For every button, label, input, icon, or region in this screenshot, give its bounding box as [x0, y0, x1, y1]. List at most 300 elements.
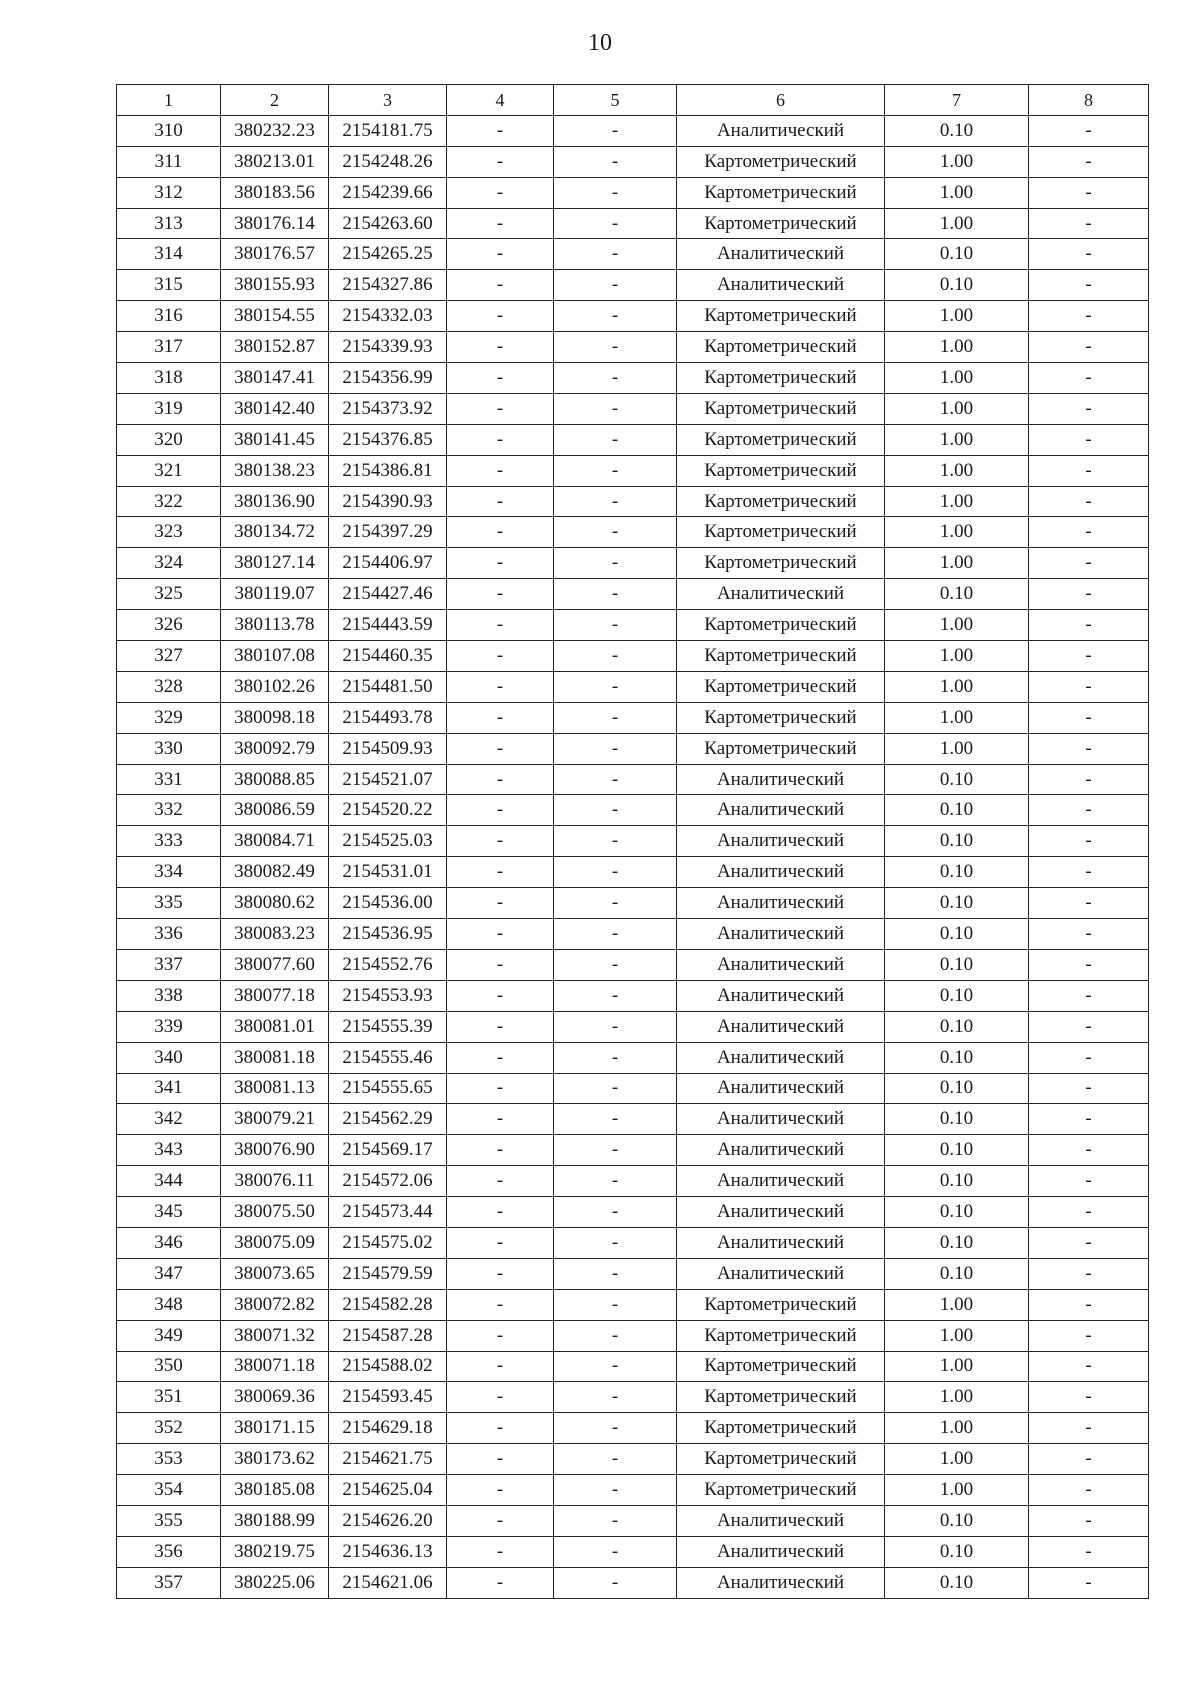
col-4-value-cell: -: [447, 1166, 554, 1197]
method-cell: Картометрический: [677, 424, 885, 455]
y-coordinate-cell: 2154621.06: [329, 1567, 447, 1598]
x-coordinate-cell: 380154.55: [221, 301, 329, 332]
table-row: [117, 610, 1149, 641]
y-coordinate-cell: 2154397.29: [329, 517, 447, 548]
x-coordinate-cell: 380173.62: [221, 1444, 329, 1475]
method-cell: Аналитический: [677, 579, 885, 610]
col-8-value-cell: -: [1029, 1289, 1149, 1320]
accuracy-cell: 0.10: [885, 115, 1029, 146]
x-coordinate-cell: 380176.14: [221, 208, 329, 239]
accuracy-cell: 0.10: [885, 1536, 1029, 1567]
method-cell: Аналитический: [677, 1197, 885, 1228]
col-5-value-cell: -: [554, 177, 677, 208]
col-5-value-cell: -: [554, 919, 677, 950]
point-number-cell: 338: [117, 980, 221, 1011]
x-coordinate-cell: 380185.08: [221, 1475, 329, 1506]
col-8-value-cell: -: [1029, 332, 1149, 363]
point-number-cell: 357: [117, 1567, 221, 1598]
point-number-cell: 354: [117, 1475, 221, 1506]
x-coordinate-cell: 380092.79: [221, 733, 329, 764]
table-row: [117, 239, 1149, 270]
y-coordinate-cell: 2154621.75: [329, 1444, 447, 1475]
method-cell: Картометрический: [677, 1382, 885, 1413]
y-coordinate-cell: 2154339.93: [329, 332, 447, 363]
col-4-value-cell: -: [447, 579, 554, 610]
table-row: [117, 1444, 1149, 1475]
table-row: [117, 919, 1149, 950]
col-8-value-cell: -: [1029, 239, 1149, 270]
col-5-value-cell: -: [554, 301, 677, 332]
y-coordinate-cell: 2154636.13: [329, 1536, 447, 1567]
col-8-value-cell: -: [1029, 610, 1149, 641]
method-cell: Картометрический: [677, 1413, 885, 1444]
y-coordinate-cell: 2154376.85: [329, 424, 447, 455]
col-8-value-cell: -: [1029, 363, 1149, 394]
method-cell: Аналитический: [677, 919, 885, 950]
x-coordinate-cell: 380188.99: [221, 1505, 329, 1536]
point-number-cell: 355: [117, 1505, 221, 1536]
method-cell: Аналитический: [677, 980, 885, 1011]
col-5-value-cell: -: [554, 579, 677, 610]
accuracy-cell: 0.10: [885, 919, 1029, 950]
x-coordinate-cell: 380075.09: [221, 1227, 329, 1258]
point-number-cell: 330: [117, 733, 221, 764]
header-row: [117, 85, 1149, 116]
table-row: [117, 301, 1149, 332]
x-coordinate-cell: 380084.71: [221, 826, 329, 857]
point-number-cell: 343: [117, 1135, 221, 1166]
y-coordinate-cell: 2154555.65: [329, 1073, 447, 1104]
col-4-value-cell: -: [447, 115, 554, 146]
y-coordinate-cell: 2154386.81: [329, 455, 447, 486]
col-8-value-cell: -: [1029, 424, 1149, 455]
x-coordinate-cell: 380171.15: [221, 1413, 329, 1444]
method-cell: Картометрический: [677, 301, 885, 332]
accuracy-cell: 1.00: [885, 1413, 1029, 1444]
col-8-value-cell: -: [1029, 764, 1149, 795]
table-row: [117, 826, 1149, 857]
x-coordinate-cell: 380232.23: [221, 115, 329, 146]
method-cell: Аналитический: [677, 1042, 885, 1073]
x-coordinate-cell: 380102.26: [221, 671, 329, 702]
col-4-value-cell: -: [447, 1135, 554, 1166]
col-8-value-cell: -: [1029, 146, 1149, 177]
accuracy-cell: 0.10: [885, 1042, 1029, 1073]
table-row: [117, 1197, 1149, 1228]
col-5-value-cell: -: [554, 888, 677, 919]
x-coordinate-cell: 380081.13: [221, 1073, 329, 1104]
table-row: [117, 702, 1149, 733]
col-8-value-cell: -: [1029, 1320, 1149, 1351]
col-4-value-cell: -: [447, 641, 554, 672]
x-coordinate-cell: 380075.50: [221, 1197, 329, 1228]
col-4-value-cell: -: [447, 764, 554, 795]
point-number-cell: 349: [117, 1320, 221, 1351]
col-4-value-cell: -: [447, 270, 554, 301]
method-cell: Картометрический: [677, 146, 885, 177]
table-row: [117, 764, 1149, 795]
table-row: [117, 671, 1149, 702]
method-cell: Картометрический: [677, 641, 885, 672]
col-8-value-cell: -: [1029, 702, 1149, 733]
col-4-value-cell: -: [447, 610, 554, 641]
x-coordinate-cell: 380113.78: [221, 610, 329, 641]
method-cell: Картометрический: [677, 1320, 885, 1351]
table-row: [117, 1567, 1149, 1598]
table-row: [117, 1011, 1149, 1042]
accuracy-cell: 0.10: [885, 1135, 1029, 1166]
method-cell: Картометрический: [677, 455, 885, 486]
y-coordinate-cell: 2154332.03: [329, 301, 447, 332]
y-coordinate-cell: 2154553.93: [329, 980, 447, 1011]
col-5-value-cell: -: [554, 270, 677, 301]
table-row: [117, 146, 1149, 177]
point-number-cell: 334: [117, 857, 221, 888]
point-number-cell: 341: [117, 1073, 221, 1104]
col-4-value-cell: -: [447, 949, 554, 980]
accuracy-cell: 0.10: [885, 826, 1029, 857]
col-8-value-cell: -: [1029, 1227, 1149, 1258]
x-coordinate-cell: 380071.18: [221, 1351, 329, 1382]
col-5-value-cell: -: [554, 115, 677, 146]
col-5-value-cell: -: [554, 764, 677, 795]
table-row: [117, 1320, 1149, 1351]
x-coordinate-cell: 380083.23: [221, 919, 329, 950]
col-8-value-cell: -: [1029, 1104, 1149, 1135]
table-row: [117, 1475, 1149, 1506]
col-5-value-cell: -: [554, 980, 677, 1011]
accuracy-cell: 1.00: [885, 208, 1029, 239]
y-coordinate-cell: 2154525.03: [329, 826, 447, 857]
x-coordinate-cell: 380072.82: [221, 1289, 329, 1320]
col-5-value-cell: -: [554, 1042, 677, 1073]
accuracy-cell: 1.00: [885, 1444, 1029, 1475]
point-number-cell: 337: [117, 949, 221, 980]
col-4-value-cell: -: [447, 1475, 554, 1506]
table-row: [117, 177, 1149, 208]
method-cell: Картометрический: [677, 1475, 885, 1506]
method-cell: Аналитический: [677, 888, 885, 919]
col-8-value-cell: -: [1029, 733, 1149, 764]
x-coordinate-cell: 380155.93: [221, 270, 329, 301]
table-row: [117, 332, 1149, 363]
point-number-cell: 346: [117, 1227, 221, 1258]
y-coordinate-cell: 2154181.75: [329, 115, 447, 146]
table-row: [117, 733, 1149, 764]
y-coordinate-cell: 2154443.59: [329, 610, 447, 641]
col-8-value-cell: -: [1029, 826, 1149, 857]
table-row: [117, 455, 1149, 486]
method-cell: Картометрический: [677, 671, 885, 702]
accuracy-cell: 1.00: [885, 610, 1029, 641]
col-5-value-cell: -: [554, 671, 677, 702]
x-coordinate-cell: 380152.87: [221, 332, 329, 363]
x-coordinate-cell: 380081.01: [221, 1011, 329, 1042]
col-8-value-cell: -: [1029, 486, 1149, 517]
method-cell: Аналитический: [677, 949, 885, 980]
col-5-value-cell: -: [554, 857, 677, 888]
col-8-value-cell: -: [1029, 1073, 1149, 1104]
accuracy-cell: 0.10: [885, 949, 1029, 980]
col-5-value-cell: -: [554, 1536, 677, 1567]
table-row: [117, 1536, 1149, 1567]
col-4-value-cell: -: [447, 363, 554, 394]
accuracy-cell: 1.00: [885, 332, 1029, 363]
col-8-value-cell: -: [1029, 1444, 1149, 1475]
table-body: [117, 115, 1149, 1598]
point-number-cell: 326: [117, 610, 221, 641]
col-5-value-cell: -: [554, 517, 677, 548]
y-coordinate-cell: 2154555.46: [329, 1042, 447, 1073]
accuracy-cell: 1.00: [885, 363, 1029, 394]
y-coordinate-cell: 2154587.28: [329, 1320, 447, 1351]
accuracy-cell: 1.00: [885, 733, 1029, 764]
col-8-value-cell: -: [1029, 393, 1149, 424]
col-4-value-cell: -: [447, 1351, 554, 1382]
method-cell: Картометрический: [677, 610, 885, 641]
col-4-value-cell: -: [447, 1413, 554, 1444]
x-coordinate-cell: 380183.56: [221, 177, 329, 208]
x-coordinate-cell: 380071.32: [221, 1320, 329, 1351]
col-5-value-cell: -: [554, 393, 677, 424]
accuracy-cell: 1.00: [885, 1289, 1029, 1320]
table-row: [117, 270, 1149, 301]
point-number-cell: 323: [117, 517, 221, 548]
point-number-cell: 317: [117, 332, 221, 363]
col-8-value-cell: -: [1029, 517, 1149, 548]
method-cell: Картометрический: [677, 393, 885, 424]
y-coordinate-cell: 2154555.39: [329, 1011, 447, 1042]
col-5-value-cell: -: [554, 548, 677, 579]
col-8-value-cell: -: [1029, 857, 1149, 888]
column-header-4: 4: [447, 85, 554, 116]
column-header-3: 3: [329, 85, 447, 116]
method-cell: Аналитический: [677, 1567, 885, 1598]
y-coordinate-cell: 2154390.93: [329, 486, 447, 517]
y-coordinate-cell: 2154460.35: [329, 641, 447, 672]
x-coordinate-cell: 380080.62: [221, 888, 329, 919]
accuracy-cell: 0.10: [885, 270, 1029, 301]
y-coordinate-cell: 2154265.25: [329, 239, 447, 270]
method-cell: Картометрический: [677, 517, 885, 548]
column-header-2: 2: [221, 85, 329, 116]
accuracy-cell: 0.10: [885, 1104, 1029, 1135]
method-cell: Аналитический: [677, 1011, 885, 1042]
col-5-value-cell: -: [554, 363, 677, 394]
col-5-value-cell: -: [554, 1351, 677, 1382]
y-coordinate-cell: 2154572.06: [329, 1166, 447, 1197]
col-5-value-cell: -: [554, 1166, 677, 1197]
point-number-cell: 322: [117, 486, 221, 517]
col-8-value-cell: -: [1029, 671, 1149, 702]
y-coordinate-cell: 2154248.26: [329, 146, 447, 177]
table-row: [117, 579, 1149, 610]
col-5-value-cell: -: [554, 702, 677, 733]
accuracy-cell: 0.10: [885, 1567, 1029, 1598]
x-coordinate-cell: 380219.75: [221, 1536, 329, 1567]
col-4-value-cell: -: [447, 795, 554, 826]
method-cell: Картометрический: [677, 486, 885, 517]
col-4-value-cell: -: [447, 1382, 554, 1413]
table-row: [117, 1351, 1149, 1382]
accuracy-cell: 1.00: [885, 146, 1029, 177]
table-row: [117, 363, 1149, 394]
y-coordinate-cell: 2154629.18: [329, 1413, 447, 1444]
accuracy-cell: 1.00: [885, 177, 1029, 208]
col-4-value-cell: -: [447, 1258, 554, 1289]
y-coordinate-cell: 2154531.01: [329, 857, 447, 888]
x-coordinate-cell: 380088.85: [221, 764, 329, 795]
col-8-value-cell: -: [1029, 980, 1149, 1011]
x-coordinate-cell: 380134.72: [221, 517, 329, 548]
accuracy-cell: 1.00: [885, 702, 1029, 733]
col-4-value-cell: -: [447, 146, 554, 177]
col-8-value-cell: -: [1029, 1382, 1149, 1413]
col-8-value-cell: -: [1029, 1011, 1149, 1042]
col-4-value-cell: -: [447, 1073, 554, 1104]
method-cell: Картометрический: [677, 1351, 885, 1382]
point-number-cell: 331: [117, 764, 221, 795]
table-row: [117, 1042, 1149, 1073]
col-4-value-cell: -: [447, 888, 554, 919]
point-number-cell: 311: [117, 146, 221, 177]
accuracy-cell: 0.10: [885, 1258, 1029, 1289]
point-number-cell: 324: [117, 548, 221, 579]
col-5-value-cell: -: [554, 795, 677, 826]
col-4-value-cell: -: [447, 1104, 554, 1135]
col-4-value-cell: -: [447, 332, 554, 363]
table-row: [117, 1289, 1149, 1320]
y-coordinate-cell: 2154509.93: [329, 733, 447, 764]
y-coordinate-cell: 2154521.07: [329, 764, 447, 795]
method-cell: Аналитический: [677, 1104, 885, 1135]
col-5-value-cell: -: [554, 1258, 677, 1289]
accuracy-cell: 0.10: [885, 888, 1029, 919]
col-4-value-cell: -: [447, 177, 554, 208]
col-5-value-cell: -: [554, 949, 677, 980]
col-5-value-cell: -: [554, 826, 677, 857]
col-5-value-cell: -: [554, 1073, 677, 1104]
col-5-value-cell: -: [554, 733, 677, 764]
col-8-value-cell: -: [1029, 641, 1149, 672]
col-5-value-cell: -: [554, 1197, 677, 1228]
col-4-value-cell: -: [447, 208, 554, 239]
col-8-value-cell: -: [1029, 177, 1149, 208]
method-cell: Аналитический: [677, 1135, 885, 1166]
x-coordinate-cell: 380077.18: [221, 980, 329, 1011]
col-4-value-cell: -: [447, 393, 554, 424]
table-row: [117, 1166, 1149, 1197]
col-4-value-cell: -: [447, 301, 554, 332]
x-coordinate-cell: 380076.11: [221, 1166, 329, 1197]
y-coordinate-cell: 2154536.95: [329, 919, 447, 950]
col-8-value-cell: -: [1029, 1135, 1149, 1166]
accuracy-cell: 1.00: [885, 671, 1029, 702]
y-coordinate-cell: 2154427.46: [329, 579, 447, 610]
method-cell: Картометрический: [677, 332, 885, 363]
col-4-value-cell: -: [447, 919, 554, 950]
accuracy-cell: 0.10: [885, 764, 1029, 795]
col-8-value-cell: -: [1029, 888, 1149, 919]
y-coordinate-cell: 2154562.29: [329, 1104, 447, 1135]
point-number-cell: 325: [117, 579, 221, 610]
col-8-value-cell: -: [1029, 455, 1149, 486]
y-coordinate-cell: 2154582.28: [329, 1289, 447, 1320]
col-8-value-cell: -: [1029, 579, 1149, 610]
col-8-value-cell: -: [1029, 1567, 1149, 1598]
method-cell: Картометрический: [677, 208, 885, 239]
table-row: [117, 486, 1149, 517]
col-5-value-cell: -: [554, 641, 677, 672]
x-coordinate-cell: 380077.60: [221, 949, 329, 980]
col-8-value-cell: -: [1029, 115, 1149, 146]
col-8-value-cell: -: [1029, 1258, 1149, 1289]
y-coordinate-cell: 2154239.66: [329, 177, 447, 208]
point-number-cell: 340: [117, 1042, 221, 1073]
point-number-cell: 315: [117, 270, 221, 301]
col-4-value-cell: -: [447, 1197, 554, 1228]
table-row: [117, 949, 1149, 980]
point-number-cell: 352: [117, 1413, 221, 1444]
x-coordinate-cell: 380098.18: [221, 702, 329, 733]
y-coordinate-cell: 2154481.50: [329, 671, 447, 702]
accuracy-cell: 0.10: [885, 1166, 1029, 1197]
method-cell: Картометрический: [677, 1289, 885, 1320]
point-number-cell: 350: [117, 1351, 221, 1382]
point-number-cell: 336: [117, 919, 221, 950]
col-8-value-cell: -: [1029, 208, 1149, 239]
column-header-1: 1: [117, 85, 221, 116]
y-coordinate-cell: 2154356.99: [329, 363, 447, 394]
method-cell: Аналитический: [677, 1536, 885, 1567]
col-8-value-cell: -: [1029, 1505, 1149, 1536]
col-4-value-cell: -: [447, 239, 554, 270]
point-number-cell: 345: [117, 1197, 221, 1228]
y-coordinate-cell: 2154569.17: [329, 1135, 447, 1166]
method-cell: Аналитический: [677, 1258, 885, 1289]
table-row: [117, 1135, 1149, 1166]
point-number-cell: 312: [117, 177, 221, 208]
point-number-cell: 328: [117, 671, 221, 702]
accuracy-cell: 0.10: [885, 1227, 1029, 1258]
point-number-cell: 327: [117, 641, 221, 672]
method-cell: Картометрический: [677, 363, 885, 394]
y-coordinate-cell: 2154575.02: [329, 1227, 447, 1258]
point-number-cell: 353: [117, 1444, 221, 1475]
point-number-cell: 310: [117, 115, 221, 146]
col-4-value-cell: -: [447, 1444, 554, 1475]
col-8-value-cell: -: [1029, 1042, 1149, 1073]
col-8-value-cell: -: [1029, 795, 1149, 826]
x-coordinate-cell: 380076.90: [221, 1135, 329, 1166]
table-row: [117, 115, 1149, 146]
y-coordinate-cell: 2154263.60: [329, 208, 447, 239]
col-5-value-cell: -: [554, 1413, 677, 1444]
point-number-cell: 320: [117, 424, 221, 455]
point-number-cell: 347: [117, 1258, 221, 1289]
point-number-cell: 321: [117, 455, 221, 486]
column-header-8: 8: [1029, 85, 1149, 116]
y-coordinate-cell: 2154573.44: [329, 1197, 447, 1228]
col-4-value-cell: -: [447, 1011, 554, 1042]
col-8-value-cell: -: [1029, 1197, 1149, 1228]
method-cell: Аналитический: [677, 1227, 885, 1258]
x-coordinate-cell: 380069.36: [221, 1382, 329, 1413]
coordinates-table: [116, 84, 1149, 1599]
method-cell: Картометрический: [677, 548, 885, 579]
col-5-value-cell: -: [554, 1444, 677, 1475]
point-number-cell: 313: [117, 208, 221, 239]
